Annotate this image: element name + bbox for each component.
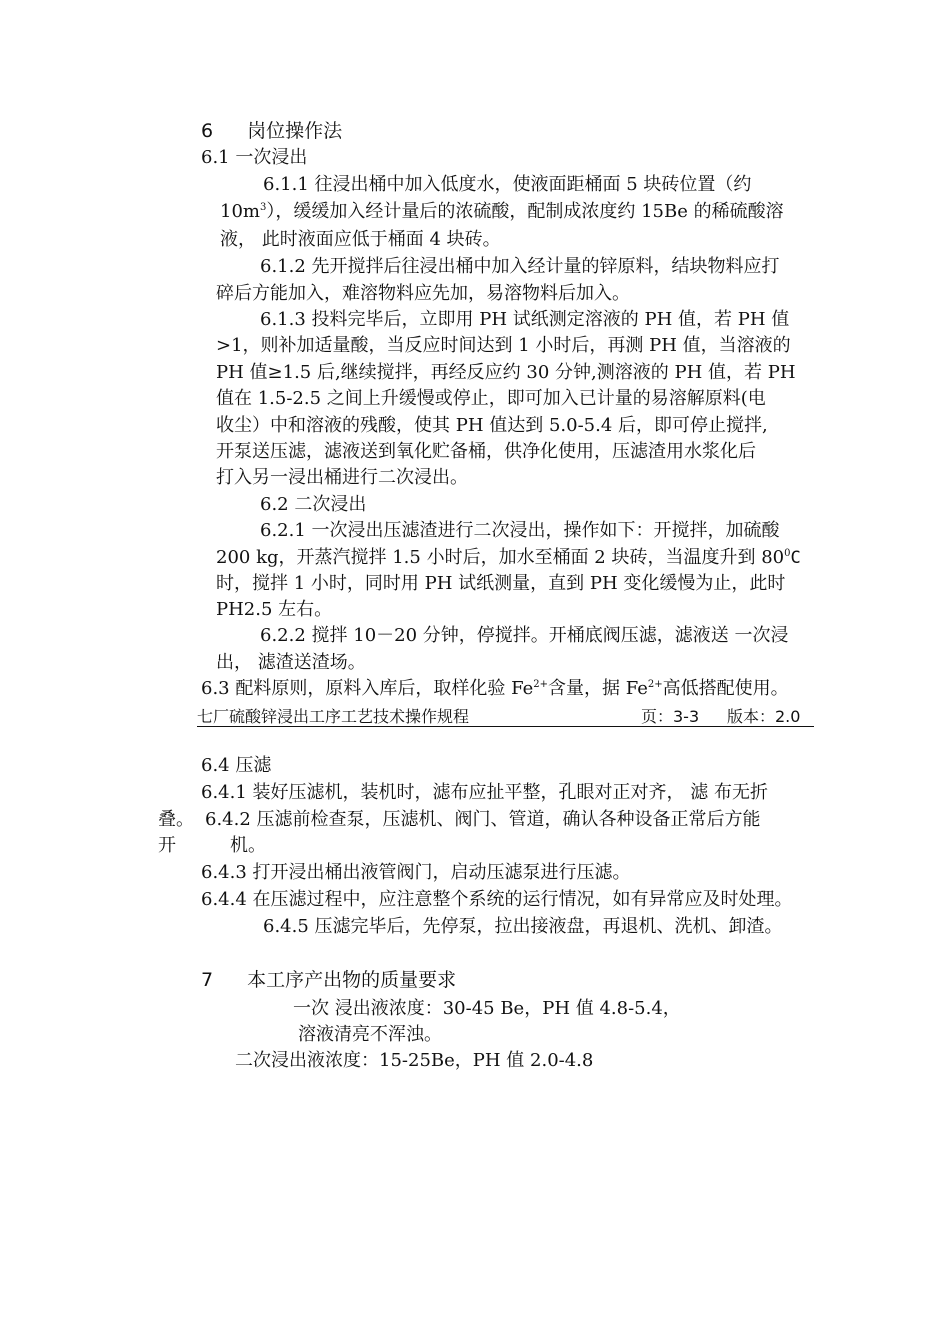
- paragraph-line: 6.4.2 压滤前检查泵，压滤机、阀门、管道，确认各种设备正常后方能: [205, 809, 761, 830]
- paragraph-line: PH 值≥1.5 后,继续搅拌，再经反应约 30 分钟,测溶液的 PH 值，若 PH: [216, 362, 796, 383]
- paragraph-line: 液， 此时液面应低于桶面 4 块砖。: [220, 229, 501, 250]
- paragraph-line: 6.4.1 装好压滤机，装机时，滤布应扯平整，孔眼对正对齐， 滤 布无折: [201, 782, 768, 803]
- footer-title: 七厂硫酸锌浸出工序工艺技术操作规程: [197, 707, 470, 726]
- quality-line: 一次 浸出液浓度：30-45 Be，PH 值 4.8-5.4，: [293, 998, 681, 1019]
- quality-line: 二次浸出液浓度：15-25Be，PH 值 2.0-4.8: [235, 1050, 594, 1071]
- page-footer: [197, 704, 814, 727]
- paragraph-line: 开: [158, 835, 176, 856]
- quality-line: 溶液清亮不浑浊。: [298, 1024, 442, 1045]
- paragraph-line: 6.2.1 一次浸出压滤渣进行二次浸出，操作如下：开搅拌，加硫酸: [260, 520, 780, 541]
- paragraph-line: >1，则补加适量酸，当反应时间达到 1 小时后，再测 PH 值，当溶液的: [216, 335, 791, 356]
- paragraph-line: 开泵送压滤，滤液送到氧化贮备桶，供净化使用，压滤渣用水浆化后: [216, 441, 756, 462]
- paragraph-line: 值在 1.5-2.5 之间上升缓慢或停止，即可加入已计量的易溶解原料(电: [216, 388, 766, 409]
- text-run: 200 kg，开蒸汽搅拌 1.5 小时后，加水至桶面 2 块砖，当温度升到 80: [216, 547, 785, 568]
- text-run: 高低搭配使用。: [662, 678, 789, 699]
- subsection-6-1: 6.1 一次浸出: [201, 147, 308, 168]
- paragraph-6-3: [201, 677, 789, 701]
- text-run: 含量，据 Fe: [547, 678, 648, 699]
- paragraph-line: 叠。: [158, 809, 194, 830]
- paragraph-line: 碎后方能加入，难溶物料应先加，易溶物料后加入。: [216, 283, 630, 304]
- paragraph-line: 6.1.1 往浸出桶中加入低度水，使液面距桶面 5 块砖位置（约: [263, 174, 752, 195]
- paragraph-line: 6.4.3 打开浸出桶出液管阀门，启动压滤泵进行压滤。: [201, 862, 631, 883]
- subsection-6-4: 6.4 压滤: [201, 755, 272, 776]
- text-run: C: [790, 548, 801, 568]
- section-number: 7: [201, 969, 214, 991]
- paragraph-line: 时，搅拌 1 小时，同时用 PH 试纸测量，直到 PH 变化缓慢为止，此时: [216, 573, 786, 594]
- section-6-heading: [201, 119, 342, 143]
- section-title: 岗位操作法: [247, 120, 343, 142]
- text-run: ），缓缓加入经计量后的浓硫酸，配制成浓度约 15Be 的稀硫酸溶: [266, 201, 784, 222]
- paragraph-line: [216, 546, 801, 570]
- section-7-heading: [201, 968, 456, 992]
- paragraph-line: 打入另一浸出桶进行二次浸出。: [216, 467, 468, 488]
- footer-page: 页：3-3: [641, 707, 700, 726]
- subsection-6-2: 6.2 二次浸出: [260, 494, 367, 515]
- paragraph-line: 6.1.3 投料完毕后，立即用 PH 试纸测定溶液的 PH 值，若 PH 值: [260, 309, 790, 330]
- superscript: 3: [259, 202, 267, 213]
- text-run: 6.3 配料原则，原料入库后，取样化验 Fe: [201, 678, 534, 699]
- section-number: 6: [201, 120, 214, 142]
- paragraph-line: PH2.5 左右。: [216, 599, 333, 620]
- superscript: 2+: [533, 679, 548, 690]
- paragraph-line: [220, 200, 784, 224]
- text-run: 10m: [220, 201, 260, 222]
- paragraph-line: 机。: [230, 835, 266, 856]
- paragraph-line: 6.1.2 先开搅拌后往浸出桶中加入经计量的锌原料，结块物料应打: [260, 256, 780, 277]
- superscript: 2+: [647, 679, 663, 690]
- paragraph-line: 6.4.5 压滤完毕后，先停泵，拉出接液盘，再退机、洗机、卸渣。: [263, 916, 783, 937]
- paragraph-line: 6.2.2 搅拌 10－20 分钟，停搅拌。开桶底阀压滤，滤液送 一次浸: [260, 625, 789, 646]
- footer-version: 版本：2.0: [727, 707, 801, 726]
- paragraph-line: 出， 滤渣送渣场。: [216, 652, 366, 673]
- paragraph-line: 收尘）中和溶液的残酸，使其 PH 值达到 5.0-5.4 后，即可停止搅拌,: [216, 415, 768, 436]
- paragraph-line: 6.4.4 在压滤过程中，应注意整个系统的运行情况，如有异常应及时处理。: [201, 889, 793, 910]
- section-title: 本工序产出物的质量要求: [247, 969, 457, 991]
- superscript: 0: [784, 548, 791, 559]
